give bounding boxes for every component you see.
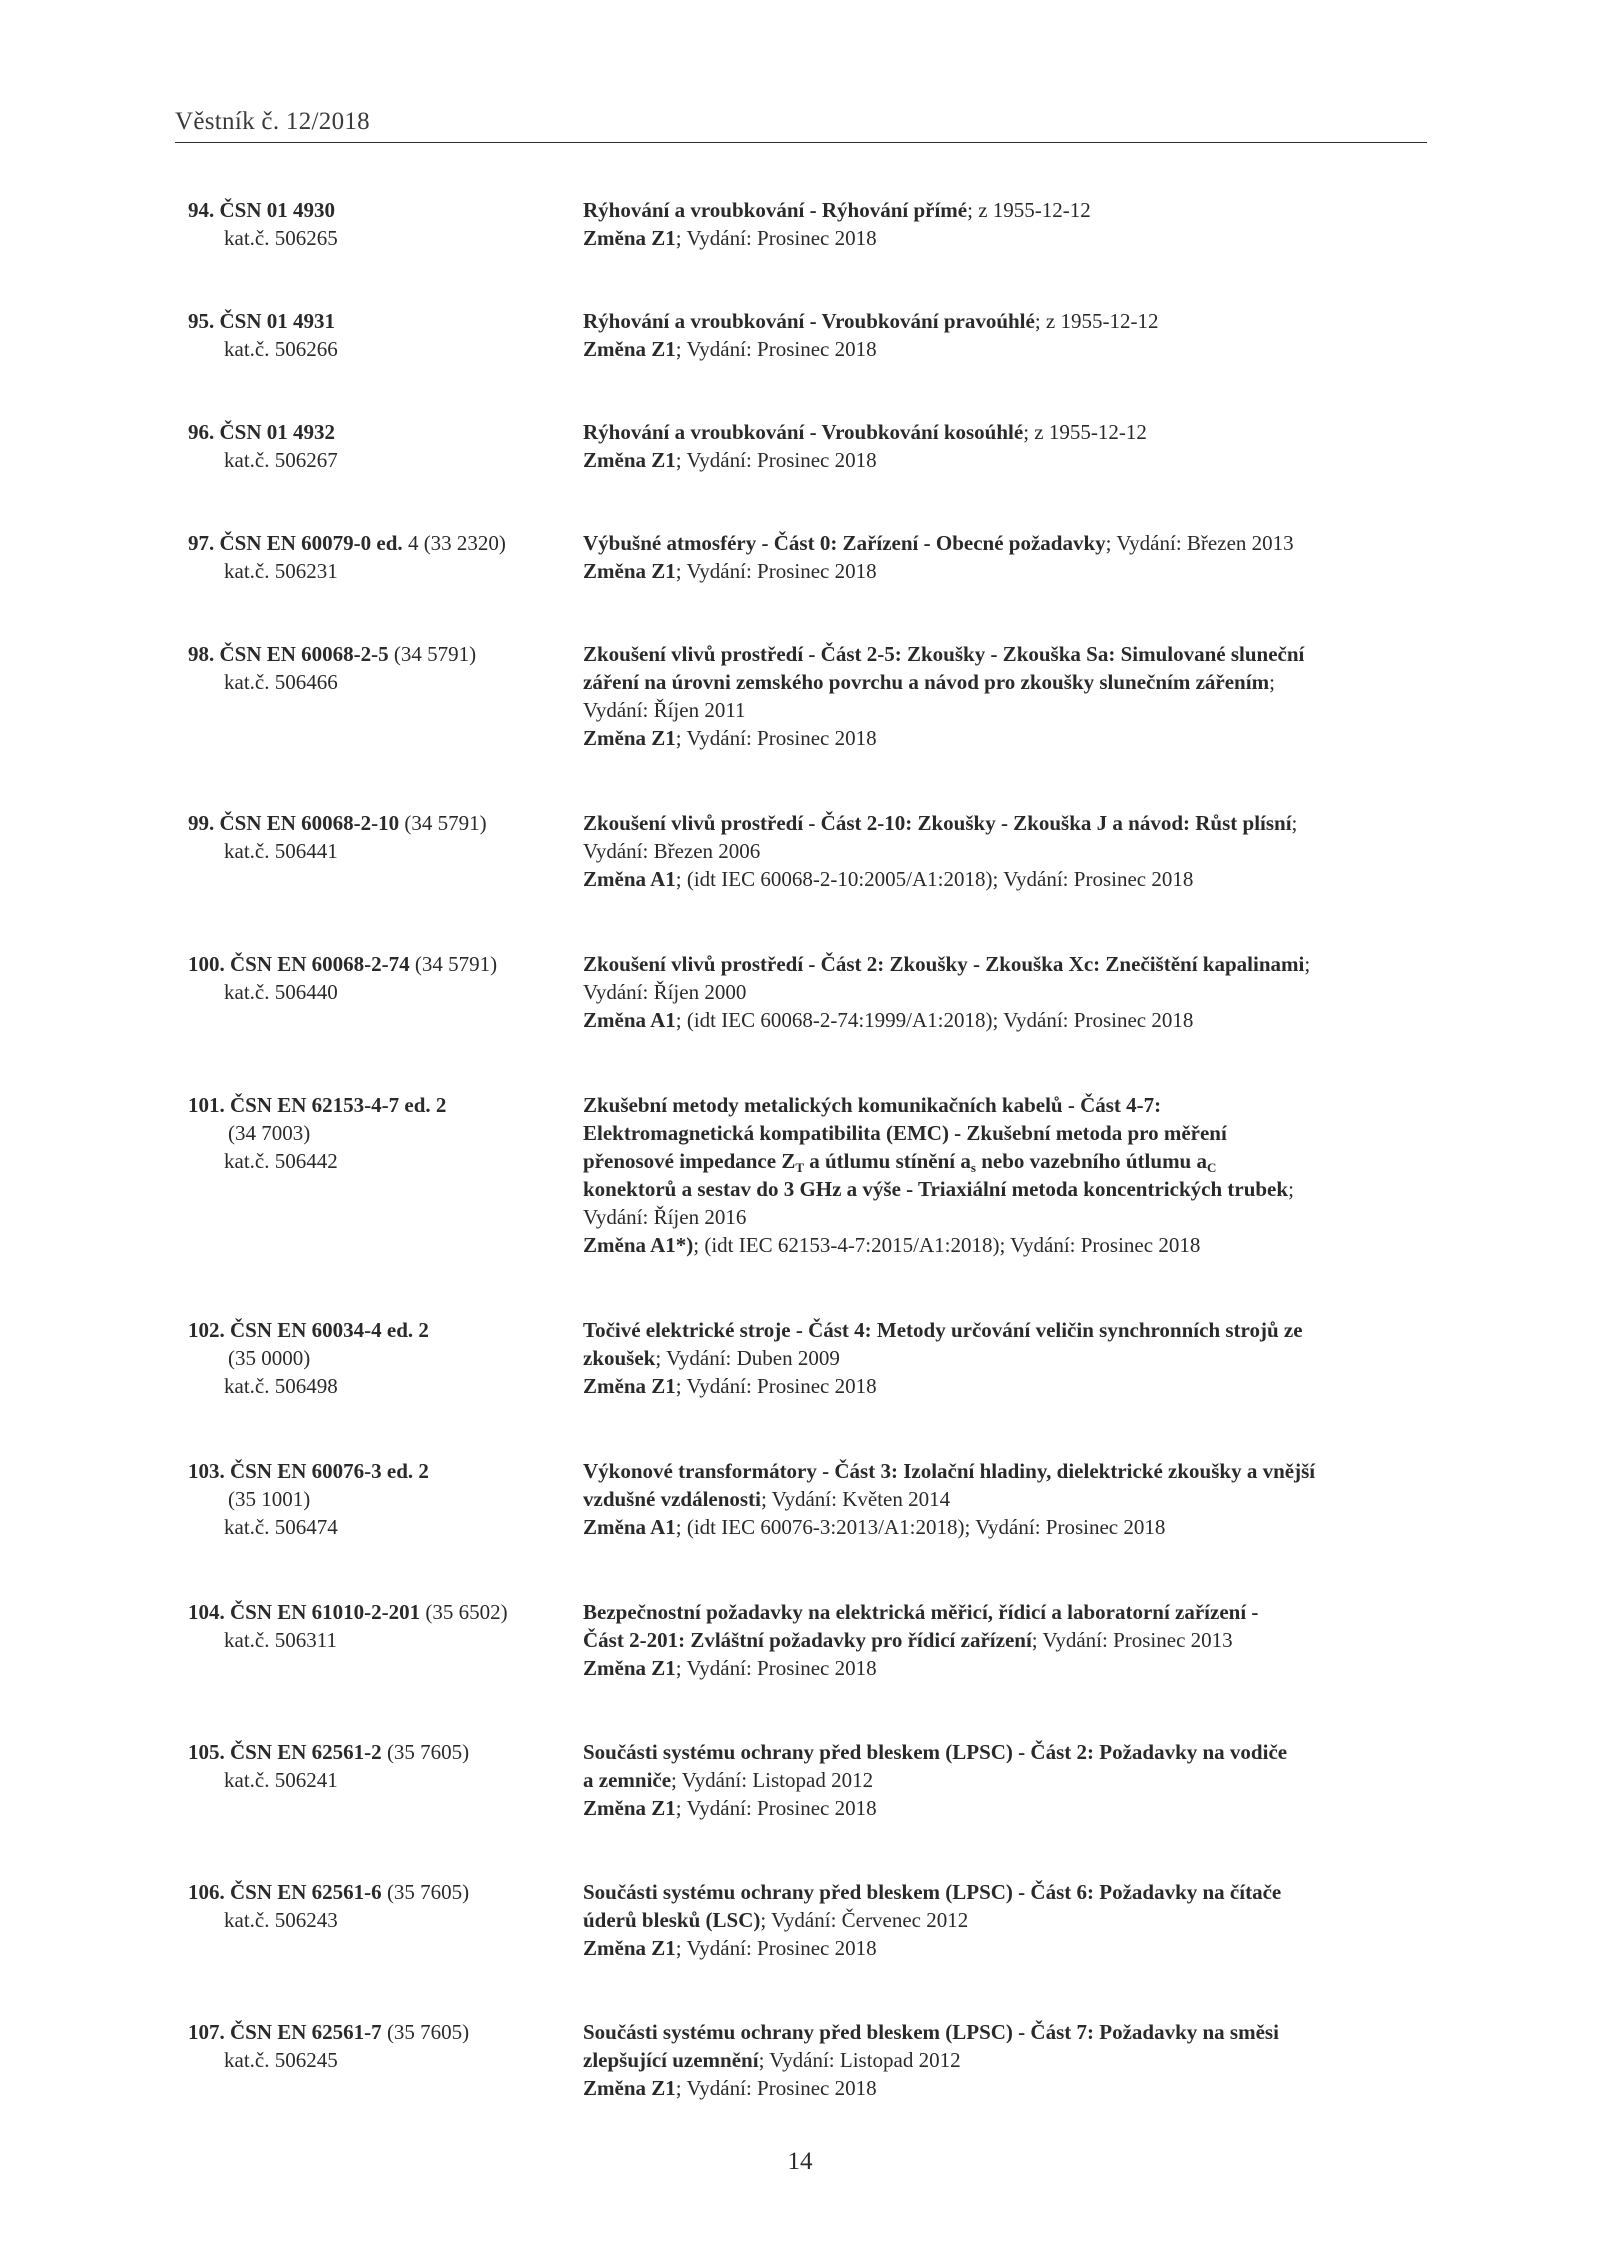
edition-info: ; Vydání: Prosinec 2013 — [1031, 1628, 1233, 1652]
standard-code: ČSN 01 4931 — [219, 309, 336, 333]
standard-title: nebo vazebního útlumu a — [975, 1149, 1207, 1173]
edition-info: Vydání: Říjen 2000 — [583, 980, 747, 1004]
standard-code: ČSN EN 62561-2 — [230, 1740, 382, 1764]
entry-number: 100. — [188, 952, 225, 976]
change-label: Změna Z1 — [583, 559, 676, 583]
classification: (34 5791) — [409, 952, 498, 976]
change-label: Změna Z1 — [583, 337, 676, 361]
edition-info: ; z 1955-12-12 — [1034, 309, 1159, 333]
catalog-number: kat.č. 506231 — [224, 559, 338, 583]
standard-title: Rýhování a vroubkování - Vroubkování pravoúhlé — [583, 309, 1035, 333]
change-label: Změna A1 — [583, 1515, 676, 1539]
entry-number: 104. — [188, 1600, 225, 1624]
entry-number: 105. — [188, 1740, 225, 1764]
classification: 4 (33 2320) — [402, 531, 506, 555]
catalog-number: kat.č. 506265 — [224, 226, 338, 250]
classification: (35 7605) — [381, 1880, 470, 1904]
edition-info: ; Vydání: Březen 2013 — [1105, 531, 1294, 555]
journal-header: Věstník č. 12/2018 — [175, 108, 1427, 143]
entry-number: 94. — [188, 198, 215, 222]
standard-title: úderů blesků (LSC) — [583, 1908, 761, 1932]
change-info: ; Vydání: Prosinec 2018 — [675, 1656, 877, 1680]
title-tail: ; — [1269, 670, 1275, 694]
subscript: s — [970, 1160, 976, 1175]
catalog-number: kat.č. 506440 — [224, 980, 338, 1004]
change-label: Změna A1*) — [583, 1233, 694, 1257]
catalog-number: kat.č. 506266 — [224, 337, 338, 361]
classification: (34 7003) — [228, 1121, 311, 1145]
catalog-number: kat.č. 506245 — [224, 2048, 338, 2072]
edition-info: ; z 1955-12-12 — [967, 198, 1091, 222]
standard-title: Zkoušení vlivů prostředí - Část 2: Zkoušky - Zkouška Xc: Znečištění kapalinami — [583, 952, 1305, 976]
standard-title: Součásti systému ochrany před bleskem (LPSC) - Část 6: Požadavky na čítače — [583, 1880, 1282, 1904]
change-info: ; Vydání: Prosinec 2018 — [675, 448, 877, 472]
edition-info: ; Vydání: Květen 2014 — [760, 1487, 951, 1511]
change-label: Změna A1 — [583, 1008, 676, 1032]
catalog-number: kat.č. 506441 — [224, 839, 338, 863]
entry-number: 99. — [188, 811, 215, 835]
standard-title: Točivé elektrické stroje - Část 4: Metody určování veličin synchronních strojů ze — [583, 1318, 1303, 1342]
subscript: C — [1207, 1160, 1217, 1175]
standard-title: Část 2-201: Zvláštní požadavky pro řídicí zařízení — [583, 1628, 1032, 1652]
change-info: ; (idt IEC 60068-2-74:1999/A1:2018); Vydání: Prosinec 2018 — [675, 1008, 1194, 1032]
change-info: ; (idt IEC 62153-4-7:2015/A1:2018); Vydání: Prosinec 2018 — [693, 1233, 1201, 1257]
standard-code: ČSN EN 61010-2-201 — [230, 1600, 421, 1624]
change-label: Změna Z1 — [583, 1374, 676, 1398]
classification: (35 6502) — [420, 1600, 508, 1624]
entry-number: 95. — [188, 309, 215, 333]
edition-info: ; Vydání: Listopad 2012 — [671, 1768, 874, 1792]
classification: (35 7605) — [381, 1740, 470, 1764]
entry-number: 101. — [188, 1093, 225, 1117]
standard-title: zlepšující uzemnění — [583, 2048, 759, 2072]
standard-code: ČSN 01 4932 — [219, 420, 336, 444]
classification: (35 7605) — [381, 2020, 470, 2044]
catalog-number: kat.č. 506466 — [224, 670, 338, 694]
change-info: ; Vydání: Prosinec 2018 — [675, 559, 877, 583]
edition-info: ; Vydání: Červenec 2012 — [760, 1908, 969, 1932]
standard-title: Zkoušení vlivů prostředí - Část 2-5: Zkoušky - Zkouška Sa: Simulované sluneční — [583, 642, 1305, 666]
edition-info: Vydání: Říjen 2016 — [583, 1205, 747, 1229]
standard-code: ČSN EN 60068-2-74 — [230, 952, 410, 976]
entry-number: 98. — [188, 642, 215, 666]
change-label: Změna Z1 — [583, 1936, 676, 1960]
change-info: ; Vydání: Prosinec 2018 — [675, 337, 877, 361]
page-number: 14 — [787, 2148, 813, 2175]
change-info: ; Vydání: Prosinec 2018 — [675, 726, 877, 750]
entry-number: 107. — [188, 2020, 225, 2044]
catalog-number: kat.č. 506243 — [224, 1908, 338, 1932]
catalog-number: kat.č. 506311 — [224, 1628, 337, 1652]
standard-title: a zemniče — [583, 1768, 672, 1792]
standard-title: přenosové impedance Z — [583, 1149, 796, 1173]
catalog-number: kat.č. 506241 — [224, 1768, 338, 1792]
classification: (34 5791) — [388, 642, 477, 666]
entry-number: 97. — [188, 531, 215, 555]
edition-info: ; z 1955-12-12 — [1023, 420, 1147, 444]
edition-info: ; Vydání: Duben 2009 — [655, 1346, 840, 1370]
change-info: ; Vydání: Prosinec 2018 — [675, 1936, 877, 1960]
entry-number: 96. — [188, 420, 215, 444]
change-label: Změna Z1 — [583, 226, 676, 250]
standard-title: Elektromagnetická kompatibilita (EMC) - Zkušební metoda pro měření — [583, 1121, 1227, 1145]
catalog-number: kat.č. 506474 — [224, 1515, 338, 1539]
change-info: ; Vydání: Prosinec 2018 — [675, 226, 877, 250]
change-info: ; Vydání: Prosinec 2018 — [675, 2076, 877, 2100]
standard-title: Zkušební metody metalických komunikačních kabelů - Část 4-7: — [583, 1093, 1162, 1117]
change-label: Změna Z1 — [583, 2076, 676, 2100]
title-tail: ; — [1291, 811, 1298, 835]
change-info: ; Vydání: Prosinec 2018 — [675, 1796, 877, 1820]
change-info: ; (idt IEC 60076-3:2013/A1:2018); Vydání: Prosinec 2018 — [675, 1515, 1166, 1539]
entry-number: 102. — [188, 1318, 225, 1342]
standard-title: vzdušné vzdálenosti — [583, 1487, 761, 1511]
change-label: Změna Z1 — [583, 1656, 676, 1680]
change-info: ; (idt IEC 60068-2-10:2005/A1:2018); Vydání: Prosinec 2018 — [675, 867, 1194, 891]
catalog-number: kat.č. 506498 — [224, 1374, 338, 1398]
standard-code: ČSN EN 60076-3 ed. 2 — [230, 1459, 429, 1483]
standard-code: ČSN EN 62153-4-7 ed. 2 — [230, 1093, 447, 1117]
change-label: Změna Z1 — [583, 726, 676, 750]
classification: (35 1001) — [228, 1487, 311, 1511]
standard-title: Součásti systému ochrany před bleskem (LPSC) - Část 7: Požadavky na směsi — [583, 2020, 1279, 2044]
classification: (35 0000) — [228, 1346, 311, 1370]
catalog-number: kat.č. 506267 — [224, 448, 338, 472]
edition-info: Vydání: Březen 2006 — [583, 839, 761, 863]
change-label: Změna Z1 — [583, 448, 676, 472]
standard-title: Bezpečnostní požadavky na elektrická měřicí, řídicí a laboratorní zařízení - — [583, 1600, 1259, 1624]
edition-info: ; Vydání: Listopad 2012 — [758, 2048, 961, 2072]
standard-title: Součásti systému ochrany před bleskem (LPSC) - Část 2: Požadavky na vodiče — [583, 1740, 1288, 1764]
standard-code: ČSN EN 60068-2-5 — [219, 642, 389, 666]
standard-title: zkoušek — [583, 1346, 656, 1370]
standard-code: ČSN EN 62561-7 — [230, 2020, 382, 2044]
standard-title: Rýhování a vroubkování - Vroubkování kosoúhlé — [583, 420, 1024, 444]
change-label: Změna A1 — [583, 867, 676, 891]
standard-title: konektorů a sestav do 3 GHz a výše - Triaxiální metoda koncentrických trubek — [583, 1177, 1289, 1201]
standard-title: Výkonové transformátory - Část 3: Izolační hladiny, dielektrické zkoušky a vnější — [583, 1459, 1316, 1483]
change-label: Změna Z1 — [583, 1796, 676, 1820]
standard-code: ČSN EN 60079-0 ed. — [219, 531, 403, 555]
edition-info: Vydání: Říjen 2011 — [583, 698, 746, 722]
title-tail: ; — [1304, 952, 1311, 976]
entry-number: 103. — [188, 1459, 225, 1483]
classification: (34 5791) — [399, 811, 487, 835]
standard-title: Zkoušení vlivů prostředí - Část 2-10: Zkoušky - Zkouška J a návod: Růst plísní — [583, 811, 1292, 835]
standard-code: ČSN EN 60034-4 ed. 2 — [230, 1318, 429, 1342]
standard-title: Rýhování a vroubkování - Rýhování přímé — [583, 198, 968, 222]
standard-code: ČSN EN 60068-2-10 — [219, 811, 400, 835]
standard-title: a útlumu stínění a — [804, 1149, 971, 1173]
standard-code: ČSN EN 62561-6 — [230, 1880, 382, 1904]
subscript: T — [795, 1160, 804, 1175]
change-info: ; Vydání: Prosinec 2018 — [675, 1374, 877, 1398]
standard-code: ČSN 01 4930 — [219, 198, 336, 222]
title-tail: ; — [1288, 1177, 1294, 1201]
standard-title: záření na úrovni zemského povrchu a návod pro zkoušky slunečním zářením — [583, 670, 1270, 694]
entry-number: 106. — [188, 1880, 225, 1904]
catalog-number: kat.č. 506442 — [224, 1149, 338, 1173]
standard-title: Výbušné atmosféry - Část 0: Zařízení - Obecné požadavky — [583, 531, 1106, 555]
